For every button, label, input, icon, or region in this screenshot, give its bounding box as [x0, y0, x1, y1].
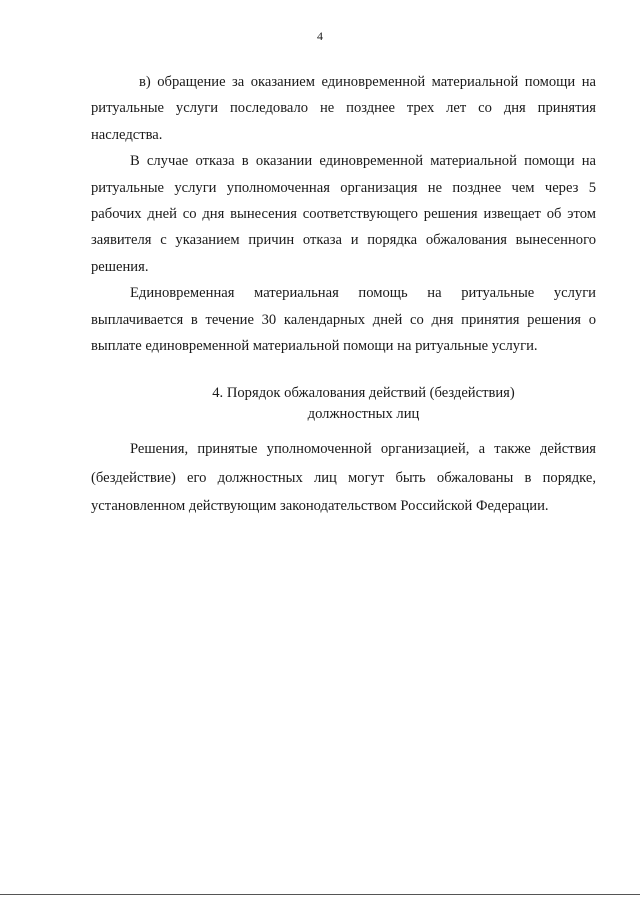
section-4-heading-line-2: должностных лиц	[307, 406, 420, 422]
paragraph-payment: Единовременная материальная помощь на ритуальные услуги выплачивается в течение 30 календарных дней со дня принятия решения о выплате единовременной материальной помощи на ритуальные услуги.	[91, 285, 596, 355]
section-4-heading-line-1: 4. Порядок обжалования действий (бездействия)	[212, 385, 515, 401]
section-3-text	[91, 69, 596, 359]
page-bottom-edge	[0, 894, 640, 895]
section-4-text	[91, 435, 596, 521]
paragraph-item-v: в) обращение за оказанием единовременной материальной помощи на ритуальные услуги последовало не позднее трех лет со дня принятия наследства.	[91, 74, 596, 143]
paragraph-refusal: В случае отказа в оказании единовременной материальной помощи на ритуальные услуги уполномоченная организация не позднее чем через 5 рабочих дней со дня вынесения соответствующего решения извещает об этом заявителя с указанием причин отказа и порядка обжалования вынесенного решения.	[91, 153, 596, 275]
section-4-heading	[91, 383, 636, 425]
paragraph-appeal: Решения, принятые уполномоченной организацией, а также действия (бездействие) его должностных лиц могут быть обжалованы в порядке, установленном действующим законодательством Российской Федерации.	[91, 441, 596, 515]
page-number: 4	[317, 29, 323, 43]
